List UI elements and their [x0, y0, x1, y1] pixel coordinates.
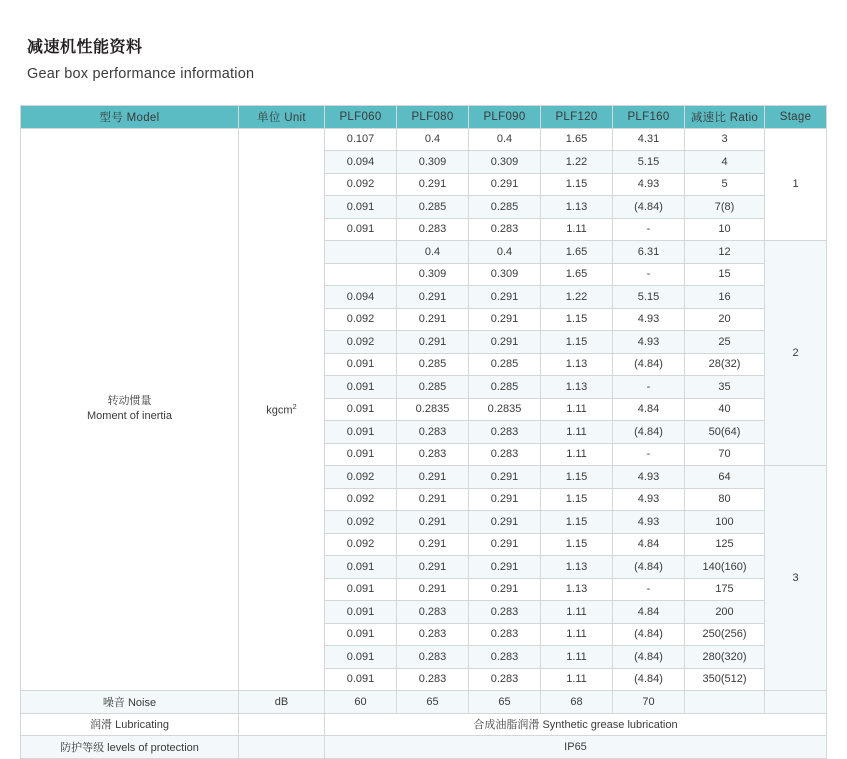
table-header-row [21, 106, 827, 129]
cell-plf090: 0.309 [469, 263, 541, 286]
row-label-protection: 防护等级 levels of protection [21, 736, 239, 759]
unit-text: kgcm [266, 404, 293, 417]
cell-noise-plf160: 70 [613, 691, 685, 714]
cell-plf120: 1.65 [541, 128, 613, 151]
cell-plf120: 1.13 [541, 353, 613, 376]
cell-ratio: 140(160) [685, 556, 765, 579]
cell-plf090: 0.283 [469, 601, 541, 624]
cell-plf080: 0.309 [397, 151, 469, 174]
table-body [21, 128, 827, 758]
cell-plf160: - [613, 443, 685, 466]
cell-plf120: 1.13 [541, 196, 613, 219]
cell-ratio: 5 [685, 173, 765, 196]
cell-plf080: 0.291 [397, 331, 469, 354]
cell-plf160: 4.93 [613, 173, 685, 196]
cell-plf160: - [613, 263, 685, 286]
cell-plf080: 0.291 [397, 466, 469, 489]
cell-ratio: 20 [685, 308, 765, 331]
cell-noise-plf060: 60 [325, 691, 397, 714]
unit-kgcm2 [239, 128, 325, 691]
cell-plf160: 5.15 [613, 151, 685, 174]
cell-plf090: 0.283 [469, 421, 541, 444]
cell-plf160: 4.84 [613, 533, 685, 556]
cell-plf080: 0.283 [397, 668, 469, 691]
cell-plf060 [325, 241, 397, 264]
cell-ratio: 200 [685, 601, 765, 624]
cell-plf120: 1.11 [541, 646, 613, 669]
col-header-plf060: PLF060 [325, 106, 397, 129]
cell-plf060: 0.091 [325, 196, 397, 219]
cell-ratio: 100 [685, 511, 765, 534]
cell-plf060: 0.091 [325, 353, 397, 376]
row-label-noise: 噪音 Noise [21, 691, 239, 714]
cell-plf120: 1.13 [541, 556, 613, 579]
cell-plf120: 1.15 [541, 466, 613, 489]
cell-noise-unit: dB [239, 691, 325, 714]
cell-plf080: 0.4 [397, 241, 469, 264]
cell-plf080: 0.283 [397, 646, 469, 669]
cell-lubricating-value: 合成油脂润滑 Synthetic grease lubrication [325, 713, 827, 736]
cell-plf080: 0.285 [397, 376, 469, 399]
cell-plf090: 0.291 [469, 556, 541, 579]
cell-plf120: 1.11 [541, 668, 613, 691]
cell-plf160: (4.84) [613, 556, 685, 579]
cell-plf120: 1.13 [541, 376, 613, 399]
cell-plf090: 0.4 [469, 128, 541, 151]
cell-plf090: 0.4 [469, 241, 541, 264]
cell-plf160: 4.93 [613, 331, 685, 354]
table-row [21, 128, 827, 151]
cell-plf060: 0.092 [325, 308, 397, 331]
cell-plf160: (4.84) [613, 646, 685, 669]
col-header-unit: 单位 Unit [239, 106, 325, 129]
cell-plf120: 1.11 [541, 218, 613, 241]
table-row-noise [21, 691, 827, 714]
cell-plf060: 0.091 [325, 218, 397, 241]
col-header-ratio: 减速比 Ratio [685, 106, 765, 129]
cell-plf060: 0.094 [325, 151, 397, 174]
cell-plf160: 4.93 [613, 466, 685, 489]
cell-plf120: 1.15 [541, 488, 613, 511]
cell-ratio: 175 [685, 578, 765, 601]
cell-plf080: 0.283 [397, 218, 469, 241]
cell-plf090: 0.291 [469, 511, 541, 534]
cell-plf060: 0.092 [325, 488, 397, 511]
cell-plf080: 0.283 [397, 623, 469, 646]
cell-plf160: 6.31 [613, 241, 685, 264]
cell-plf090: 0.309 [469, 151, 541, 174]
cell-plf060: 0.092 [325, 173, 397, 196]
cell-ratio: 10 [685, 218, 765, 241]
cell-ratio: 16 [685, 286, 765, 309]
cell-noise-plf120: 68 [541, 691, 613, 714]
page-title-en: Gear box performance information [27, 66, 255, 82]
cell-plf060: 0.092 [325, 533, 397, 556]
cell-plf120: 1.15 [541, 308, 613, 331]
cell-plf090: 0.291 [469, 308, 541, 331]
cell-plf080: 0.291 [397, 533, 469, 556]
cell-plf160: 4.31 [613, 128, 685, 151]
cell-protection-value: IP65 [325, 736, 827, 759]
col-header-plf120: PLF120 [541, 106, 613, 129]
cell-ratio: 80 [685, 488, 765, 511]
cell-plf160: (4.84) [613, 421, 685, 444]
cell-plf080: 0.291 [397, 308, 469, 331]
cell-plf160: (4.84) [613, 623, 685, 646]
cell-plf060: 0.092 [325, 511, 397, 534]
cell-stage-1: 1 [765, 128, 827, 241]
cell-plf090: 0.285 [469, 196, 541, 219]
row-label-en: Moment of inertia [87, 410, 172, 423]
cell-ratio: 25 [685, 331, 765, 354]
cell-ratio: 4 [685, 151, 765, 174]
cell-ratio: 12 [685, 241, 765, 264]
cell-plf080: 0.2835 [397, 398, 469, 421]
col-header-plf090: PLF090 [469, 106, 541, 129]
cell-ratio: 125 [685, 533, 765, 556]
cell-plf060: 0.092 [325, 331, 397, 354]
cell-ratio: 3 [685, 128, 765, 151]
cell-plf160: 4.84 [613, 601, 685, 624]
cell-plf080: 0.309 [397, 263, 469, 286]
cell-plf060: 0.091 [325, 601, 397, 624]
cell-plf120: 1.11 [541, 623, 613, 646]
row-label-lubricating: 润滑 Lubricating [21, 713, 239, 736]
cell-lubricating-unit [239, 713, 325, 736]
cell-plf160: 4.93 [613, 488, 685, 511]
cell-noise-plf080: 65 [397, 691, 469, 714]
cell-plf120: 1.15 [541, 173, 613, 196]
cell-plf060: 0.091 [325, 421, 397, 444]
cell-plf060: 0.107 [325, 128, 397, 151]
cell-noise-plf090: 65 [469, 691, 541, 714]
cell-plf120: 1.11 [541, 421, 613, 444]
cell-stage-2: 2 [765, 241, 827, 466]
cell-plf060 [325, 263, 397, 286]
col-header-plf160: PLF160 [613, 106, 685, 129]
cell-plf080: 0.285 [397, 196, 469, 219]
cell-plf080: 0.291 [397, 286, 469, 309]
cell-plf160: 5.15 [613, 286, 685, 309]
unit-exponent: 2 [292, 402, 297, 412]
cell-plf080: 0.291 [397, 556, 469, 579]
cell-plf160: (4.84) [613, 353, 685, 376]
cell-plf120: 1.15 [541, 511, 613, 534]
cell-plf080: 0.285 [397, 353, 469, 376]
page-title [20, 0, 827, 86]
cell-plf060: 0.091 [325, 623, 397, 646]
cell-protection-unit [239, 736, 325, 759]
cell-plf060: 0.091 [325, 398, 397, 421]
cell-plf160: - [613, 376, 685, 399]
cell-plf120: 1.22 [541, 286, 613, 309]
cell-plf060: 0.091 [325, 646, 397, 669]
cell-plf160: 4.93 [613, 308, 685, 331]
cell-plf060: 0.091 [325, 376, 397, 399]
col-header-plf080: PLF080 [397, 106, 469, 129]
cell-plf090: 0.291 [469, 466, 541, 489]
cell-plf160: (4.84) [613, 668, 685, 691]
cell-plf080: 0.283 [397, 443, 469, 466]
cell-plf080: 0.291 [397, 173, 469, 196]
cell-plf080: 0.291 [397, 511, 469, 534]
col-header-model: 型号 Model [21, 106, 239, 129]
cell-plf120: 1.15 [541, 331, 613, 354]
cell-plf090: 0.283 [469, 668, 541, 691]
cell-plf090: 0.291 [469, 331, 541, 354]
cell-plf090: 0.291 [469, 173, 541, 196]
cell-plf090: 0.2835 [469, 398, 541, 421]
gearbox-performance-table [20, 105, 827, 759]
cell-plf160: (4.84) [613, 196, 685, 219]
cell-plf080: 0.291 [397, 578, 469, 601]
cell-ratio: 28(32) [685, 353, 765, 376]
cell-plf160: - [613, 578, 685, 601]
cell-stage-3: 3 [765, 466, 827, 691]
cell-plf060: 0.091 [325, 578, 397, 601]
cell-plf060: 0.094 [325, 286, 397, 309]
cell-plf080: 0.283 [397, 601, 469, 624]
col-header-stage: Stage [765, 106, 827, 129]
cell-plf120: 1.65 [541, 241, 613, 264]
cell-plf120: 1.11 [541, 601, 613, 624]
cell-ratio: 250(256) [685, 623, 765, 646]
cell-plf060: 0.091 [325, 443, 397, 466]
cell-ratio: 40 [685, 398, 765, 421]
cell-plf090: 0.291 [469, 533, 541, 556]
cell-plf090: 0.291 [469, 578, 541, 601]
cell-plf090: 0.283 [469, 218, 541, 241]
cell-plf120: 1.22 [541, 151, 613, 174]
cell-plf060: 0.092 [325, 466, 397, 489]
cell-plf090: 0.291 [469, 488, 541, 511]
cell-noise-stage [765, 691, 827, 714]
cell-plf080: 0.4 [397, 128, 469, 151]
cell-ratio: 15 [685, 263, 765, 286]
cell-plf060: 0.091 [325, 556, 397, 579]
cell-plf120: 1.11 [541, 443, 613, 466]
cell-ratio: 280(320) [685, 646, 765, 669]
cell-ratio: 70 [685, 443, 765, 466]
cell-plf060: 0.091 [325, 668, 397, 691]
cell-ratio: 50(64) [685, 421, 765, 444]
cell-plf120: 1.15 [541, 533, 613, 556]
cell-plf160: 4.84 [613, 398, 685, 421]
cell-noise-ratio [685, 691, 765, 714]
cell-ratio: 7(8) [685, 196, 765, 219]
table-row-protection [21, 736, 827, 759]
cell-plf090: 0.285 [469, 376, 541, 399]
cell-ratio: 64 [685, 466, 765, 489]
cell-ratio: 350(512) [685, 668, 765, 691]
cell-plf120: 1.65 [541, 263, 613, 286]
cell-plf090: 0.283 [469, 443, 541, 466]
cell-plf160: - [613, 218, 685, 241]
cell-plf090: 0.285 [469, 353, 541, 376]
table-row-lubricating [21, 713, 827, 736]
row-label-moment-of-inertia [21, 128, 239, 691]
cell-plf090: 0.291 [469, 286, 541, 309]
table-header [21, 106, 827, 129]
cell-plf160: 4.93 [613, 511, 685, 534]
cell-plf120: 1.11 [541, 398, 613, 421]
page-title-cn: 减速机性能资料 [27, 39, 143, 56]
cell-plf090: 0.283 [469, 646, 541, 669]
cell-plf090: 0.283 [469, 623, 541, 646]
row-label-cn: 转动惯量 [107, 394, 152, 407]
cell-ratio: 35 [685, 376, 765, 399]
cell-plf080: 0.283 [397, 421, 469, 444]
cell-plf120: 1.13 [541, 578, 613, 601]
cell-plf080: 0.291 [397, 488, 469, 511]
